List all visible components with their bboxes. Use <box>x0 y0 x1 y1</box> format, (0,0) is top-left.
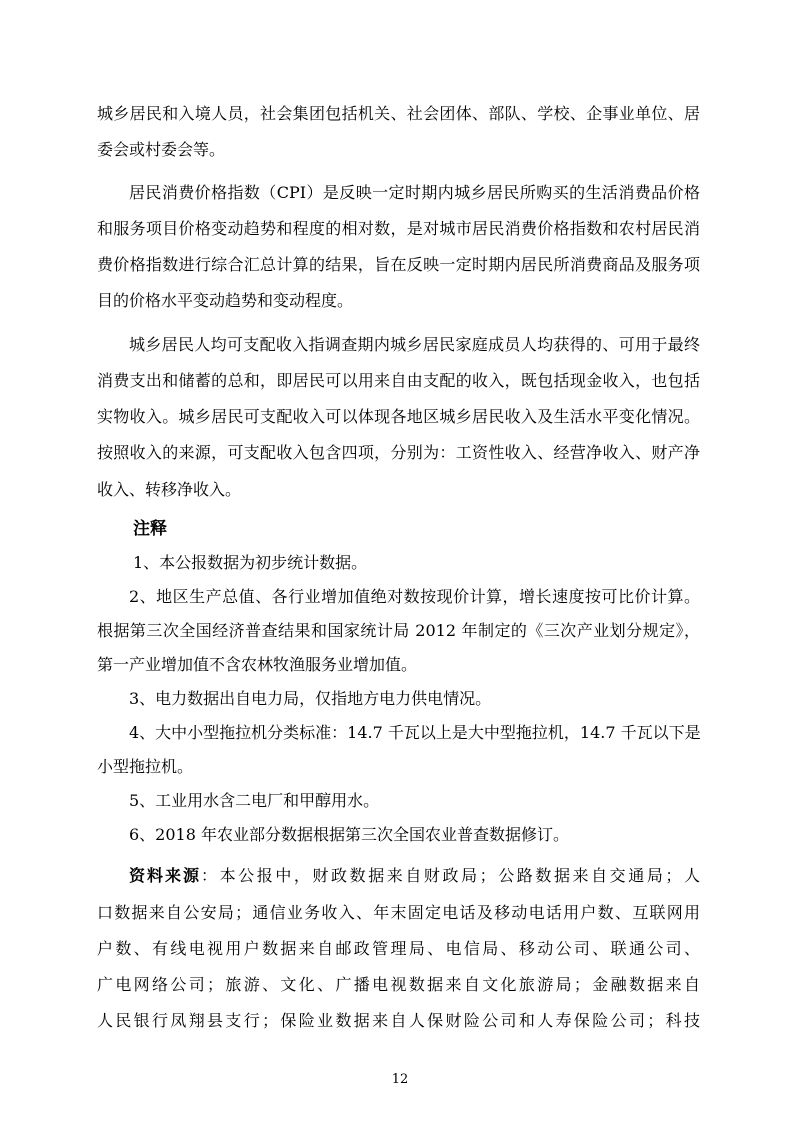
source-label: 资料来源 <box>129 866 202 885</box>
text-line: 根据第三次全国经济普查结果和国家统计局 2012 年制定的《三次产业划分规定》， <box>97 621 700 640</box>
text-line: 小型拖拉机。 <box>97 757 194 776</box>
note-item: 5、工业用水含二电厂和甲醇用水。 <box>129 791 380 810</box>
note-item: 6、2018 年农业部分数据根据第三次全国农业普查数据修订。 <box>129 825 569 844</box>
text-line: 人民银行凤翔县支行；保险业数据来自人保财险公司和人寿保险公司；科技 <box>97 1011 700 1030</box>
text-line: 广电网络公司；旅游、文化、广播电视数据来自文化旅游局；金融数据来自 <box>97 975 700 994</box>
source-line <box>129 865 700 887</box>
text-line: 费价格指数进行综合汇总计算的结果，旨在反映一定时期内居民所消费商品及服务项 <box>97 255 700 274</box>
text-line: 口数据来自公安局；通信业务收入、年末固定电话及移动电话用户数、互联网用 <box>97 903 700 922</box>
text-line: 委会或村委会等。 <box>97 140 226 159</box>
text-line: 居民消费价格指数（CPI）是反映一定时期内城乡居民所购买的生活消费品价格 <box>129 183 700 202</box>
note-item: 1、本公报数据为初步统计数据。 <box>133 553 368 572</box>
note-item: 2、地区生产总值、各行业增加值绝对数按现价计算，增长速度按可比价计算。 <box>129 587 700 606</box>
note-item: 4、大中小型拖拉机分类标准：14.7 千瓦以上是大中型拖拉机，14.7 千瓦以下是 <box>129 723 701 742</box>
page-number: 12 <box>391 1072 409 1087</box>
text-line: 城乡居民人均可支配收入指调查期内城乡居民家庭成员人均获得的、可用于最终 <box>129 335 700 354</box>
text-line: 和服务项目价格变动趋势和程度的相对数，是对城市居民消费价格指数和农村居民消 <box>97 219 700 238</box>
text-line: 按照收入的来源，可支配收入包含四项，分别为：工资性收入、经营净收入、财产净 <box>97 443 700 462</box>
text-line: 户数、有线电视用户数据来自邮政管理局、电信局、移动公司、联通公司、 <box>97 939 700 958</box>
note-item: 3、电力数据出自电力局，仅指地方电力供电情况。 <box>129 689 492 708</box>
text-line: 实物收入。城乡居民可支配收入可以体现各地区城乡居民收入及生活水平变化情况。 <box>97 407 700 426</box>
text-line: 目的价格水平变动趋势和变动程度。 <box>97 291 354 310</box>
text-line: 第一产业增加值不含农林牧渔服务业增加值。 <box>97 655 418 674</box>
notes-heading: 注释 <box>133 519 167 539</box>
text-line: 消费支出和储蓄的总和，即居民可以用来自由支配的收入，既包括现金收入，也包括 <box>97 371 700 390</box>
text-line: 城乡居民和入境人员，社会集团包括机关、社会团体、部队、学校、企事业单位、居 <box>97 104 700 123</box>
source-text: ：本公报中，财政数据来自财政局；公路数据来自交通局；人 <box>201 866 700 885</box>
text-line: 收入、转移净收入。 <box>97 480 242 499</box>
